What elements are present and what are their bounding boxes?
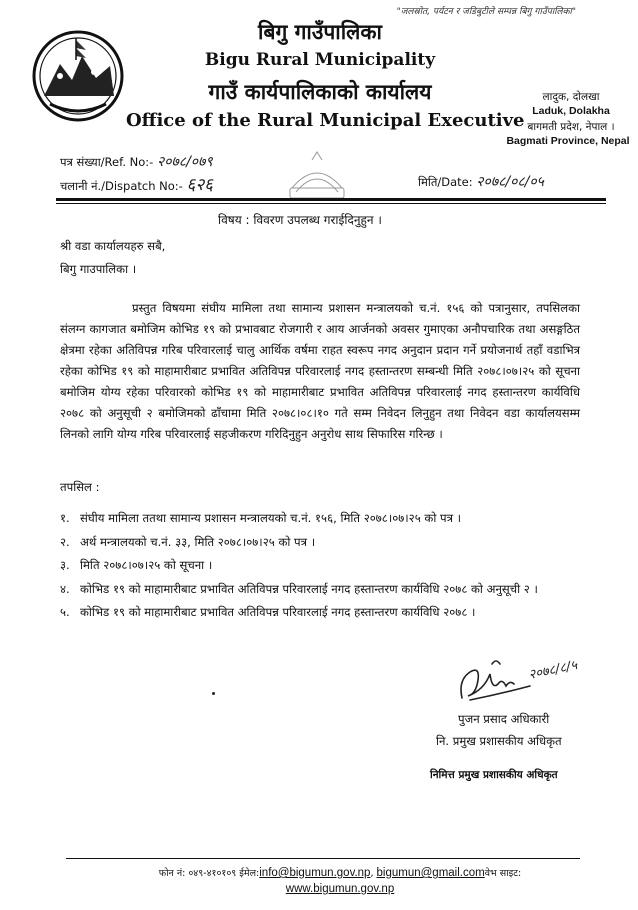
footer-email-label: ईमेल: — [239, 868, 260, 879]
body-paragraph: प्रस्तुत विषयमा संघीय मामिला तथा सामान्य प्रशासन मन्त्रालयको च.नं. १५६ को पत्रानुसार, तपसिलका संलग्न कागजात बमोजिम कोभिड १९ को प्रभावबाट रोजगारी र आय आर्जनको अवसर गुमाएका अनौपचारिक तथा असङ्गठित क्षेत्रमा रहेका अतिविपन्न गरिब परिवारलाई चालु आर्थिक वर्षमा राहत स्वरूप नगद अनुदान प्रदान गर्ने प्रयोजनार्थ तहाँ वडाभित्र रहेका कोभिड १९ को माहामारीबाट प्रभावित अतिविपन्न परिवारलाई नगद हस्तान्तरण सम्बन्धी मिति २०७८।०७।२५ को सूचना बमोजिम योग्य रहेका परिवारको कोभिड १९ को माहामारीबाट प्रभावित अतिविपन्न परिवारलाई नगद हस्तान्तरण कार्यविधि २०७८ को अनुसूची २ बमोजिमको ढाँचामा मिति २०७८।०८।१० गते सम्म निवेदन लिनुहुन तथा निवेदन वडा कार्यालयसम्म लिनको लागि योग्य गरिब परिवारलाई सहजीकरण गरिदिनुहुन अनुरोध साथ सिफारिस गरिन्छ । — [60, 301, 580, 441]
list-item-number: ४. — [60, 581, 70, 596]
list-item — [60, 532, 580, 553]
footer-website-row — [80, 882, 600, 895]
signatory-title: नि. प्रमुख प्रशासकीय अधिकृत — [436, 734, 562, 748]
footer-divider — [66, 858, 580, 859]
office-name-en: Office of the Rural Municipal Executive — [126, 110, 525, 131]
dispatch-label: चलानी नं./Dispatch No:- — [60, 179, 183, 193]
tapasil-list — [60, 508, 580, 626]
handwritten-signature — [440, 650, 610, 710]
tapasil-heading: तपसिल : — [60, 480, 100, 494]
municipality-name-np: बिगु गाउँपालिका — [258, 20, 382, 44]
date-value: २०७८/०८/०५ — [476, 174, 544, 190]
date-label: मिति/Date: — [418, 175, 473, 189]
office-name-np: गाउँ कार्यपालिकाको कार्यालय — [208, 80, 432, 104]
motto: "जलस्रोत, पर्यटन र जडिबुटीले सम्पन्न बिगु गाउँपालिका" — [396, 7, 576, 17]
addressee-line-1: श्री वडा कार्यालयहरु सबै, — [60, 239, 166, 253]
list-item-text: मिति २०७८।०७।२५ को सूचना । — [80, 558, 213, 572]
address-en-2: Bagmati Province, Nepal — [506, 135, 630, 147]
signatory-name: पुजन प्रसाद अधिकारी — [458, 712, 550, 726]
ref-value: २०७८/०७९ — [156, 154, 213, 170]
date-row — [418, 172, 544, 191]
ref-label: पत्र संख्या/Ref. No:- — [60, 155, 154, 169]
address-en-1: Laduk, Dolakha — [532, 105, 610, 117]
footer-web-label: वेभ साइट: — [484, 868, 522, 879]
list-item-text: संघीय मामिला ततथा सामान्य प्रशासन मन्त्रालयको च.नं. १५६, मिति २०७८।०७।२५ को पत्र । — [80, 511, 462, 525]
letter-body — [60, 298, 580, 445]
list-item-text: कोभिड १९ को माहामारीबाट प्रभावित अतिविपन्न परिवारलाई नगद हस्तान्तरण कार्यविधि २०७८ । — [80, 605, 476, 619]
dispatch-value: ६२६ — [186, 175, 214, 195]
municipality-name-en: Bigu Rural Municipality — [204, 50, 436, 70]
subject-line: विषय : विवरण उपलब्ध गराईदिनुहुन । — [218, 213, 382, 227]
list-item — [60, 555, 580, 576]
footer-contact — [80, 866, 600, 879]
officiating-stamp-text: निमित्त प्रमुख प्रशासकीय अधिकृत — [430, 769, 558, 781]
header-divider-thin — [56, 203, 606, 204]
list-item-number: ३. — [60, 558, 70, 572]
footer-phone: फोन नं: ०४९-४१०१०९ — [158, 868, 237, 879]
list-item — [60, 508, 580, 529]
header-divider-thick — [56, 198, 606, 201]
email-link-info[interactable]: info@bigumun.gov.np — [259, 867, 371, 879]
list-item-number: २. — [60, 534, 70, 549]
list-item-number: १. — [60, 511, 70, 525]
email-link-gmail[interactable]: bigumun@gmail.com — [376, 867, 485, 879]
list-item — [60, 602, 580, 623]
address-np-1: लादुक, दोलखा — [542, 91, 600, 103]
footer-separator: , — [370, 868, 374, 879]
stray-dot — [212, 692, 215, 695]
addressee-line-2: बिगु गाउपालिका । — [60, 262, 137, 276]
list-item-number: ५. — [60, 605, 70, 619]
address-np-2: बागमती प्रदेश, नेपाल । — [527, 121, 615, 133]
list-item-text: कोभिड १९ को माहामारीबाट प्रभावित अतिविपन्न परिवारलाई नगद हस्तान्तरण कार्यविधि २०७८ को अनुसूची २ । — [80, 581, 538, 596]
website-link[interactable]: www.bigumun.gov.np — [285, 883, 395, 895]
dispatch-number-row — [60, 172, 213, 195]
list-item-text: अर्थ मन्त्रालयको च.नं. ३३, मिति २०७८।०७।२५ को पत्र । — [80, 534, 316, 549]
nepal-emblem-logo — [30, 26, 126, 122]
ref-number-row — [60, 152, 213, 171]
signature-date: २०७८/८/५ — [527, 658, 579, 683]
list-item — [60, 579, 580, 600]
